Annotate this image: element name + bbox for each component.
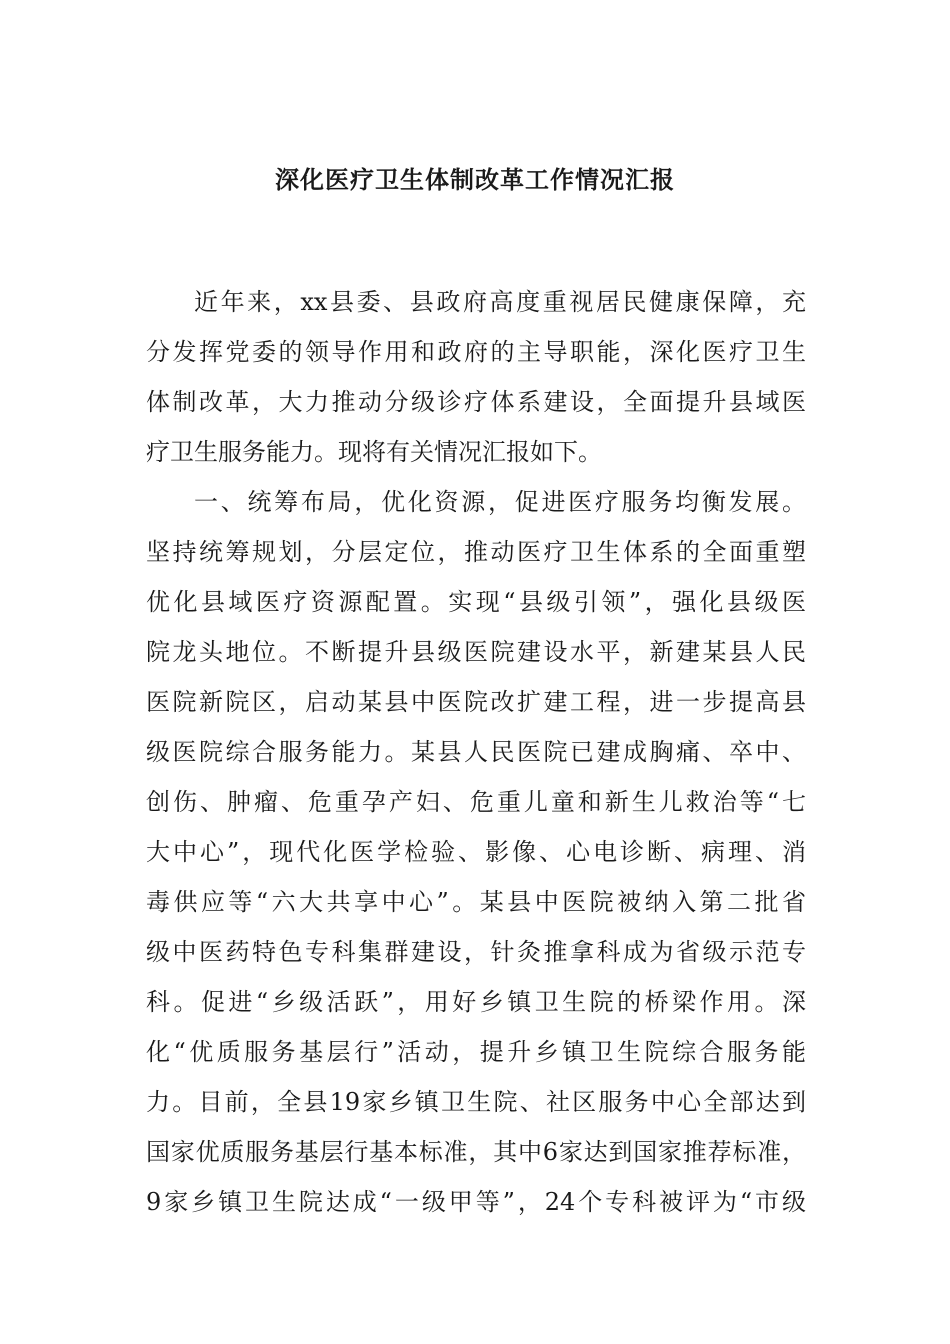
paragraph-line: 力。目前，全县19家乡镇卫生院、社区服务中心全部达到: [146, 1088, 806, 1116]
paragraph-line: 坚持统筹规划，分层定位，推动医疗卫生体系的全面重塑: [146, 538, 806, 566]
paragraph-line: 疗卫生服务能力。现将有关情况汇报如下。: [146, 438, 602, 466]
paragraph-line: 近年来，xx县委、县政府高度重视居民健康保障，充: [194, 288, 806, 316]
paragraph-line: 体制改革，大力推动分级诊疗体系建设，全面提升县域医: [146, 388, 806, 416]
paragraph-line: 级医院综合服务能力。某县人民医院已建成胸痛、卒中、: [146, 738, 806, 766]
section-heading-line: 一、统筹布局，优化资源，促进医疗服务均衡发展。: [194, 488, 806, 516]
document-body: [146, 277, 806, 1227]
document-title: 深化医疗卫生体制改革工作情况汇报: [275, 165, 675, 194]
paragraph-line: 国家优质服务基层行基本标准，其中6家达到国家推荐标准，: [146, 1138, 806, 1166]
paragraph-line: 创伤、肿瘤、危重孕产妇、危重儿童和新生儿救治等“七: [146, 788, 806, 816]
paragraph-line: 级中医药特色专科集群建设，针灸推拿科成为省级示范专: [146, 938, 806, 966]
paragraph-line: 毒供应等“六大共享中心”。某县中医院被纳入第二批省: [146, 888, 806, 916]
paragraph-line: 医院新院区，启动某县中医院改扩建工程，进一步提高县: [146, 688, 806, 716]
paragraph-line: 9家乡镇卫生院达成“一级甲等”，24个专科被评为“市级: [146, 1188, 806, 1216]
paragraph-line: 分发挥党委的领导作用和政府的主导职能，深化医疗卫生: [146, 338, 806, 366]
paragraph-line: 优化县域医疗资源配置。实现“县级引领”，强化县级医: [146, 588, 806, 616]
paragraph-line: 化“优质服务基层行”活动，提升乡镇卫生院综合服务能: [146, 1038, 806, 1066]
paragraph-line: 科。促进“乡级活跃”，用好乡镇卫生院的桥梁作用。深: [146, 988, 806, 1016]
paragraph-line: 院龙头地位。不断提升县级医院建设水平，新建某县人民: [146, 638, 806, 666]
paragraph-line: 大中心”，现代化医学检验、影像、心电诊断、病理、消: [146, 838, 806, 866]
